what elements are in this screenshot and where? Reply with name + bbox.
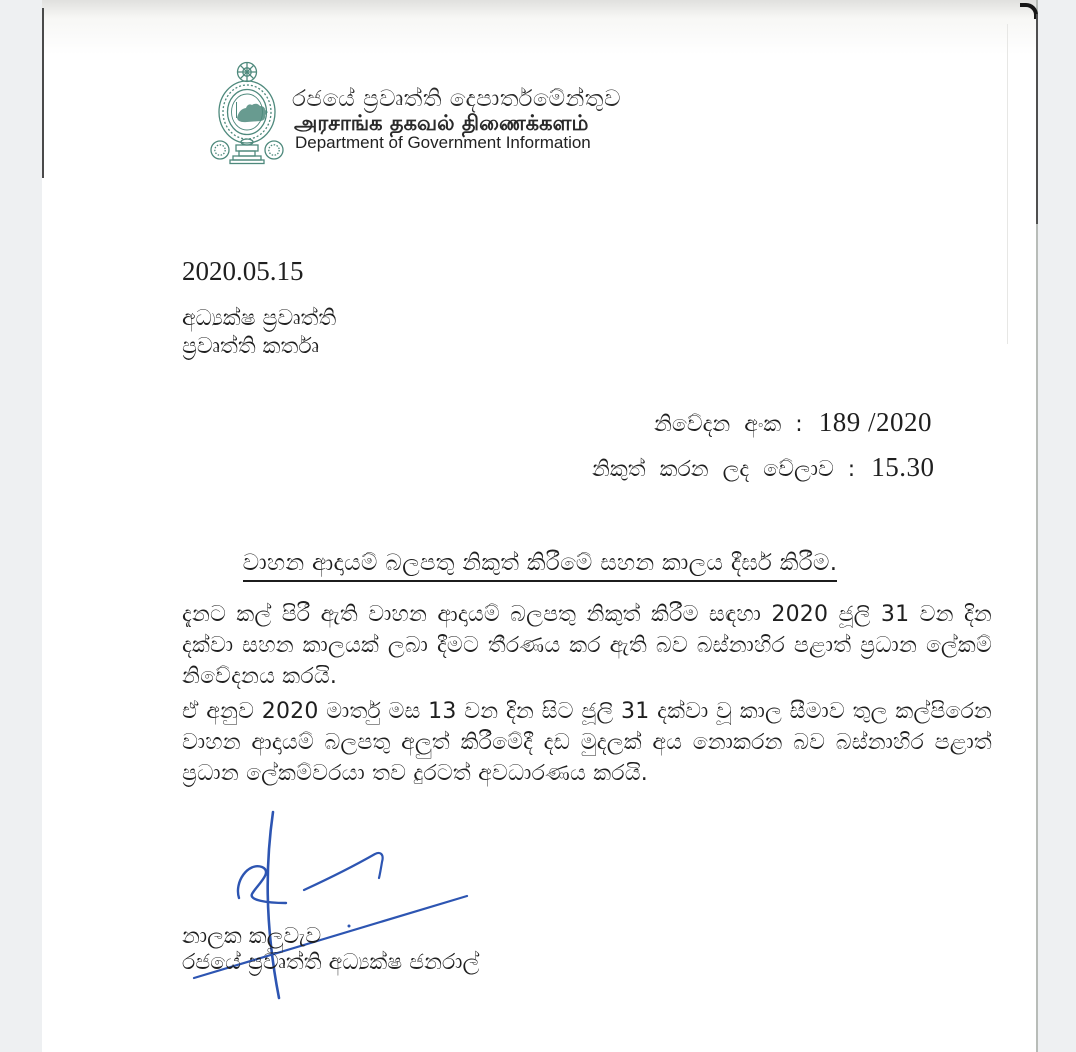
signature-ink-icon xyxy=(182,806,502,1006)
letter-title: වාහන ආදායම් බලපතු නිකුත් කිරීමේ සහන කාලය දීර්ඝ කිරීම. xyxy=(243,550,838,582)
release-time-value: 15.30 xyxy=(871,452,935,482)
scan-edge-artifact-right xyxy=(1036,14,1038,224)
release-number-row xyxy=(654,407,932,438)
signatory-designation: රජයේ ප්‍රවෘත්ති අධ්‍යක්ෂ ජනරාල් xyxy=(182,950,480,975)
scan-crease-artifact xyxy=(1007,24,1008,344)
department-name-sinhala: රජයේ ප්‍රවෘත්ති දෙපාර්තමේන්තුව xyxy=(292,86,621,112)
body-paragraph-1: දැනට කල් පිරී ඇති වාහන ආදායම් බලපතු නිකුත් කිරීම සඳහා 2020 ජූලි 31 වන දින දක්වා සහන කාලයක් ලබා දීමට තීරණය කර ඇති බව බස්නාහිර පළාත් ප්‍රධාන ලේකම් නිවේදනය කරයි. xyxy=(182,602,992,689)
scanned-letter-page xyxy=(42,0,1038,1052)
department-name-english: Department of Government Information xyxy=(295,133,591,152)
letter-title-wrap xyxy=(42,550,1038,582)
recipient-line-1: අධ්‍යක්ෂ ප්‍රවෘත්ති xyxy=(182,306,337,331)
release-number-value: 189 /2020 xyxy=(818,407,932,437)
department-name-tamil: அரசாங்க தகவல் திணைக்களம் xyxy=(294,111,589,135)
signatory-name: නාලක කලුවැව xyxy=(182,924,322,949)
letter-date: 2020.05.15 xyxy=(182,256,304,286)
release-time-label: නිකුත් කරන ලද වේලාව : xyxy=(592,457,856,482)
scan-edge-artifact-left xyxy=(42,8,44,178)
sri-lanka-state-emblem-icon xyxy=(209,60,285,166)
release-number-label: නිවේදන අංක : xyxy=(654,412,803,437)
recipient-line-2: ප්‍රවෘත්ති කර්තෘ xyxy=(182,334,319,359)
release-time-row xyxy=(592,452,934,483)
body-paragraph-2: ඒ අනුව 2020 මාර්තු මස 13 වන දින සිට ජූලි 31 දක්වා වූ කාල සීමාව තුල කල්පිරෙන වාහන ආදායම් බලපතු අලුත් කිරීමේදී දඩ මුදලක් අය නොකරන බව බස්නාහිර පළාත් ප්‍රධාන ලේකම්වරයා තව දුරටත් අවධාරණය කරයි. xyxy=(182,699,992,786)
